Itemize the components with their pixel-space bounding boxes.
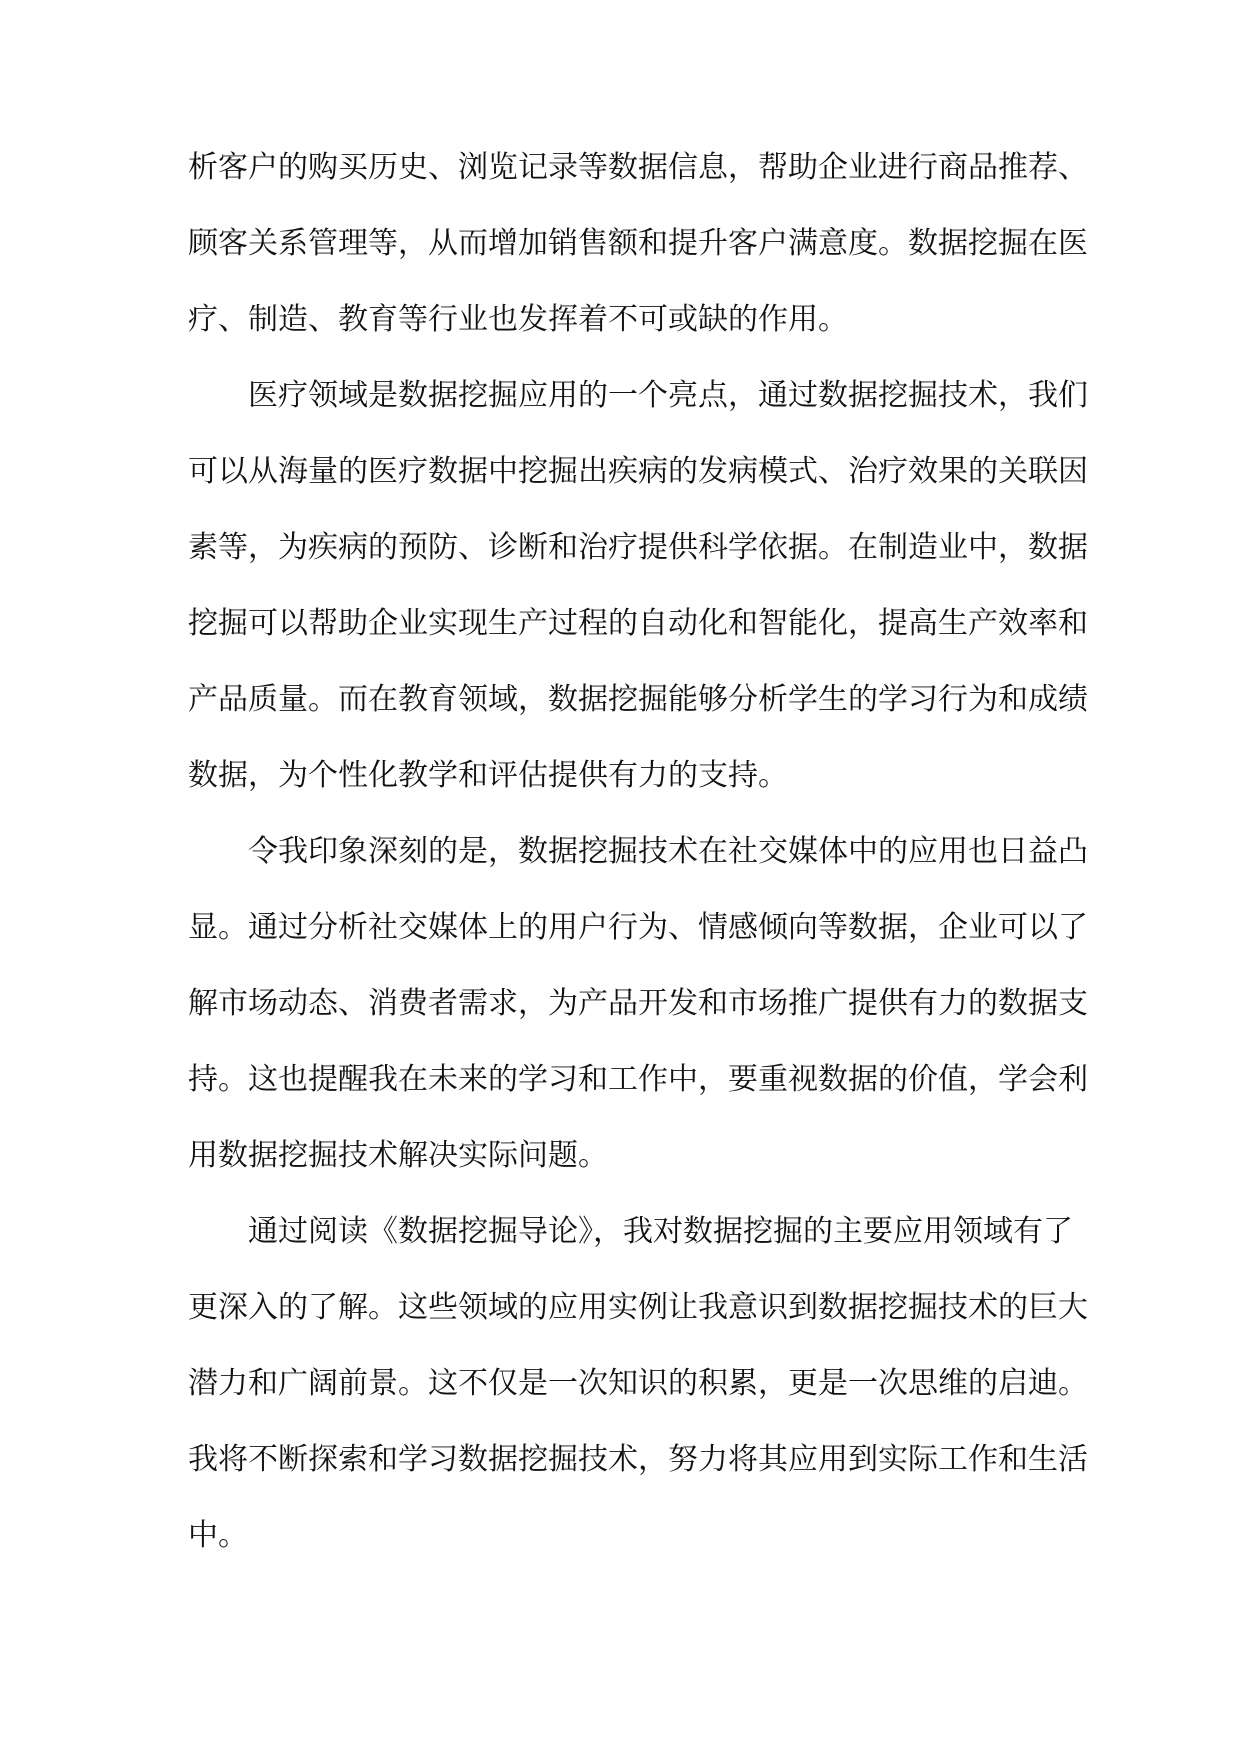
- text-line: 挖掘可以帮助企业实现生产过程的自动化和智能化，提高生产效率和: [188, 606, 1088, 641]
- document-body: [188, 130, 1088, 1574]
- text-line: 我将不断探索和学习数据挖掘技术，努力将其应用到实际工作和生活: [188, 1442, 1088, 1477]
- paragraph-1: [188, 130, 1088, 358]
- paragraph-2: [188, 358, 1088, 814]
- text-line: 可以从海量的医疗数据中挖掘出疾病的发病模式、治疗效果的关联因: [188, 454, 1088, 489]
- paragraph-3: [188, 814, 1088, 1194]
- text-line: 显。通过分析社交媒体上的用户行为、情感倾向等数据，企业可以了: [188, 910, 1088, 945]
- text-line: 素等，为疾病的预防、诊断和治疗提供科学依据。在制造业中，数据: [188, 530, 1088, 565]
- text-line: 医疗领域是数据挖掘应用的一个亮点，通过数据挖掘技术，我们: [248, 378, 1088, 413]
- text-line: 产品质量。而在教育领域，数据挖掘能够分析学生的学习行为和成绩: [188, 682, 1088, 717]
- text-line: 更深入的了解。这些领域的应用实例让我意识到数据挖掘技术的巨大: [188, 1290, 1088, 1325]
- text-line: 通过阅读《数据挖掘导论》，我对数据挖掘的主要应用领域有了: [248, 1214, 1073, 1249]
- text-line: 用数据挖掘技术解决实际问题。: [188, 1138, 608, 1173]
- text-line: 解市场动态、消费者需求，为产品开发和市场推广提供有力的数据支: [188, 986, 1088, 1021]
- text-line: 顾客关系管理等，从而增加销售额和提升客户满意度。数据挖掘在医: [188, 226, 1088, 261]
- paragraph-4: [188, 1194, 1088, 1574]
- text-line: 数据，为个性化教学和评估提供有力的支持。: [188, 758, 788, 793]
- text-line: 中。: [188, 1518, 248, 1553]
- text-line: 令我印象深刻的是，数据挖掘技术在社交媒体中的应用也日益凸: [248, 834, 1088, 869]
- text-line: 析客户的购买历史、浏览记录等数据信息，帮助企业进行商品推荐、: [188, 150, 1088, 185]
- text-line: 持。这也提醒我在未来的学习和工作中，要重视数据的价值，学会利: [188, 1062, 1088, 1097]
- text-line: 潜力和广阔前景。这不仅是一次知识的积累，更是一次思维的启迪。: [188, 1366, 1088, 1401]
- text-line: 疗、制造、教育等行业也发挥着不可或缺的作用。: [188, 302, 848, 337]
